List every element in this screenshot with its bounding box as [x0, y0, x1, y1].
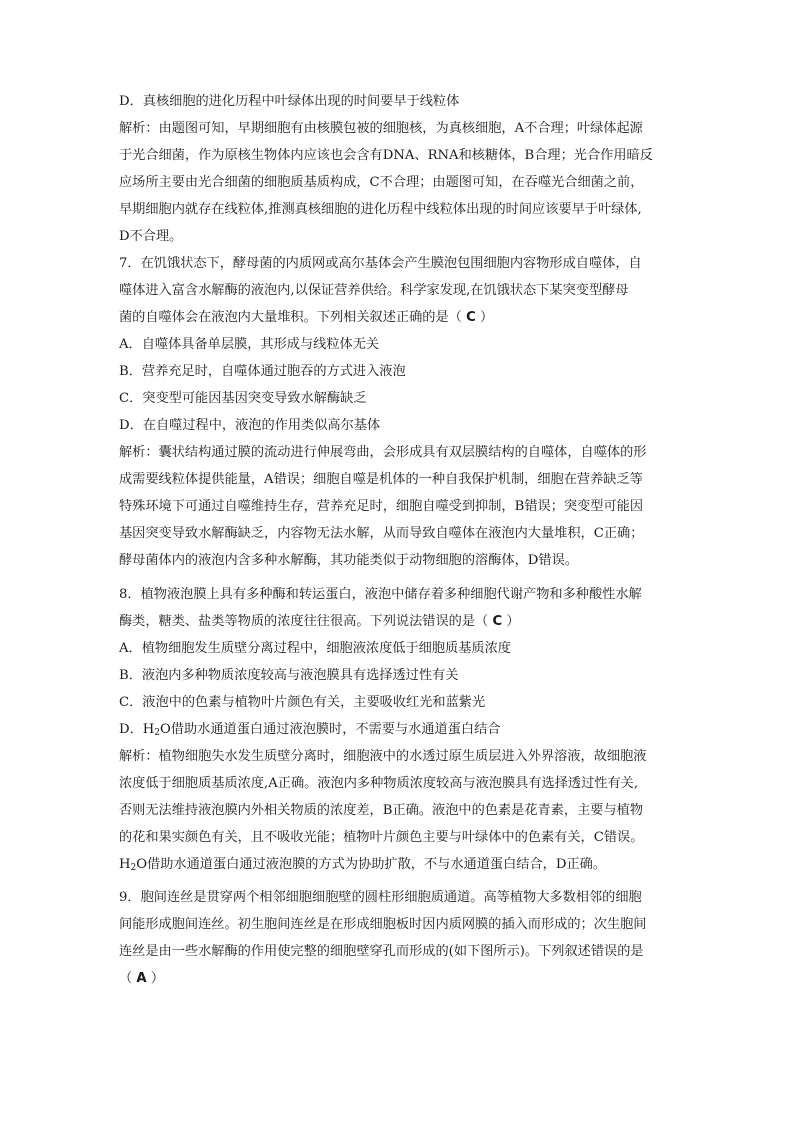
- q7-stem-line: [119, 305, 685, 331]
- q6-analysis-line: 解析：由题图可知，早期细胞有由核膜包被的细胞核，为真核细胞，A不合理；叶绿体起源: [119, 121, 643, 136]
- q8-option-a: A．植物细胞发生质壁分离过程中，细胞液浓度低于细胞质基质浓度: [119, 641, 511, 656]
- q8-analysis-line: 否则无法维持液泡膜内外相关物质的浓度差，B正确。液泡中的色素是花青素，主要与植物: [119, 803, 643, 818]
- q8-stem-text: 酶类，糖类、盐类等物质的浓度往往很高。下列说法错误的是（: [119, 614, 489, 629]
- q7-answer: C: [466, 310, 476, 325]
- q7-option-a: A．自噬体具备单层膜，其形成与线粒体无关: [119, 337, 380, 352]
- q8-option-b: B．液泡内多种物质浓度较高与液泡膜具有选择透过性有关: [119, 668, 459, 683]
- q8-analysis-line: 浓度低于细胞质基质浓度,A正确。液泡内多种物质浓度较高与液泡膜具有选择透过性有关,: [119, 776, 639, 791]
- q7-analysis-line: 酵母菌体内的液泡内含多种水解酶，其功能类似于动物细胞的溶酶体，D错误。: [119, 553, 578, 568]
- q8-stem-line: [119, 609, 685, 635]
- q8-analysis-line: 解析：植物细胞失水发生质壁分离时，细胞液中的水透过原生质层进入外界溶液，故细胞液: [119, 749, 647, 764]
- q8-option-d: [119, 717, 685, 743]
- q7-analysis-line: 成需要线粒体提供能量，A错误；细胞自噬是机体的一种自我保护机制，细胞在营养缺乏等: [119, 472, 643, 487]
- q8-stem-close: ）: [506, 614, 520, 629]
- q7-option-b: B．营养充足时，自噬体通过胞吞的方式进入液泡: [119, 364, 406, 379]
- q7-stem-close: ）: [479, 310, 494, 325]
- q9-answer-line: [119, 966, 685, 992]
- q6-option-d: D．真核细胞的进化历程中叶绿体出现的时间要早于线粒体: [119, 94, 460, 109]
- q7-analysis-line: 特殊环境下可通过自噬维持生存，营养充足时，细胞自噬受到抑制，B错误；突变型可能因: [119, 499, 643, 514]
- q7-analysis-line: 基因突变导致水解酶缺乏，内容物无法水解，从而导致自噬体在液泡内大量堆积，C正确；: [119, 526, 644, 541]
- q7-option-c: C．突变型可能因基因突变导致水解酶缺乏: [119, 391, 367, 406]
- q6-analysis-line: D不合理。: [119, 229, 183, 244]
- q8-answer: C: [492, 614, 503, 629]
- q8-analysis-last-post: O借助水通道蛋白通过液泡膜的方式为协助扩散，不与水通道蛋白结合，D正确。: [136, 857, 607, 872]
- q8-analysis-line: [119, 852, 685, 878]
- q9-open-paren: （: [119, 971, 133, 986]
- q9-stem-line: 9．胞间连丝是贯穿两个相邻细胞细胞壁的圆柱形细胞质通道。高等植物大多数相邻的细胞: [119, 890, 642, 905]
- q7-option-d: D．在自噬过程中，液泡的作用类似高尔基体: [119, 418, 381, 433]
- q7-analysis-line: 解析：囊状结构通过膜的流动进行伸展弯曲，会形成具有双层膜结构的自噬体，自噬体的形: [119, 445, 647, 460]
- q9-answer: A: [136, 971, 147, 986]
- q8-analysis-line: 的花和果实颜色有关，且不吸收光能；植物叶片颜色主要与叶绿体中的色素有关，C错误。: [119, 830, 644, 845]
- q8-option-d-pre: D．H: [119, 722, 155, 737]
- q8-analysis-last-pre: H: [119, 857, 131, 872]
- q8-option-c: C．液泡中的色素与植物叶片颜色有关，主要吸收红光和蓝紫光: [119, 695, 486, 710]
- q9-stem-line: 间能形成胞间连丝。初生胞间连丝是在形成细胞板时因内质网膜的插入而形成的；次生胞间: [119, 917, 647, 932]
- q7-stem-line: 7．在饥饿状态下，酵母菌的内质网或高尔基体会产生膜泡包围细胞内容物形成自噬体，自: [119, 256, 642, 271]
- q8-stem-line: 8．植物液泡膜上具有多种酶和转运蛋白，液泡中储存着多种细胞代谢产物和多种酸性水解: [119, 587, 642, 602]
- q8-analysis-last-sub: 2: [130, 863, 137, 873]
- q8-option-d-sub: 2: [154, 728, 160, 738]
- q9-stem-line: 连丝是由一些水解酶的作用使完整的细胞壁穿孔而形成的(如下图所示)。下列叙述错误的是: [119, 944, 644, 959]
- q6-analysis-line: 早期细胞内就存在线粒体,推测真核细胞的进化历程中线粒体出现的时间应该要早于叶绿体,: [119, 202, 642, 217]
- q7-stem-text: 菌的自噬体会在液泡内大量堆积。下列相关叙述正确的是（: [119, 310, 462, 325]
- q6-analysis-line: 于光合细菌，作为原核生物体内应该也会含有DNA、RNA和核糖体，B合理；光合作用暗反: [119, 148, 653, 163]
- q7-stem-line: 噬体进入富含水解酶的液泡内,以保证营养供给。科学家发现,在饥饿状态下某突变型酵母: [119, 283, 629, 298]
- q6-analysis-line: 应场所主要由光合细菌的细胞质基质构成，C不合理；由题图可知，在吞噬光合细菌之前，: [119, 175, 644, 190]
- q8-option-d-post: O借助水通道蛋白通过液泡膜时，不需要与水通道蛋白结合: [160, 722, 501, 737]
- q9-close-paren: ）: [150, 971, 164, 986]
